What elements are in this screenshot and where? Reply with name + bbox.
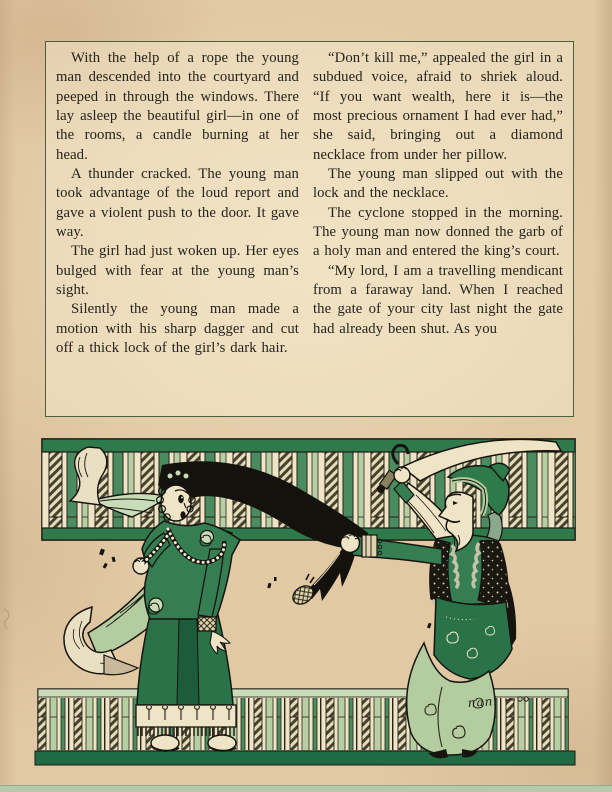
column-left — [56, 49, 299, 416]
text-frame — [45, 41, 574, 417]
story-paragraph: With the help of a rope the young man descended into the courtyard and peeped in through the windows. There lay asleep the beautiful girl—in one of the rooms, a candle burning at her head. — [56, 50, 299, 163]
column-right — [313, 49, 563, 416]
story-paragraph: The young man slipped out with the lock and the necklace. — [313, 166, 563, 202]
hair-lock — [289, 543, 356, 608]
page-bottom-edge — [0, 785, 612, 792]
artist-signature: nani — [467, 693, 499, 710]
story-paragraph: “My lord, I am a travelling mendicant from a faraway land. When I reached the gate of your city last night the gate had already been shut. As you — [313, 262, 563, 337]
story-paragraph: A thunder cracked. The young man took advantage of the loud report and gave a violent push to the door. It gave way. — [56, 166, 299, 241]
story-paragraph: The girl had just woken up. Her eyes bulged with fear at the young man’s sight. — [56, 243, 299, 299]
story-paragraph: The cyclone stopped in the morning. The young man now donned the garb of a holy man and entered the king’s court. — [313, 204, 563, 260]
story-illustration — [0, 437, 612, 771]
story-paragraph: Silently the young man made a motion with his sharp dagger and cut off a thick lock of the girl’s dark hair. — [56, 301, 299, 357]
story-paragraph: “Don’t kill me,” appealed the girl in a subdued voice, afraid to shriek aloud. “If you want wealth, here it is—the most precious ornament I had ever had,” she said, bringing out a diamond necklace from under her pillow. — [313, 50, 563, 163]
margin-smudge — [4, 609, 9, 629]
